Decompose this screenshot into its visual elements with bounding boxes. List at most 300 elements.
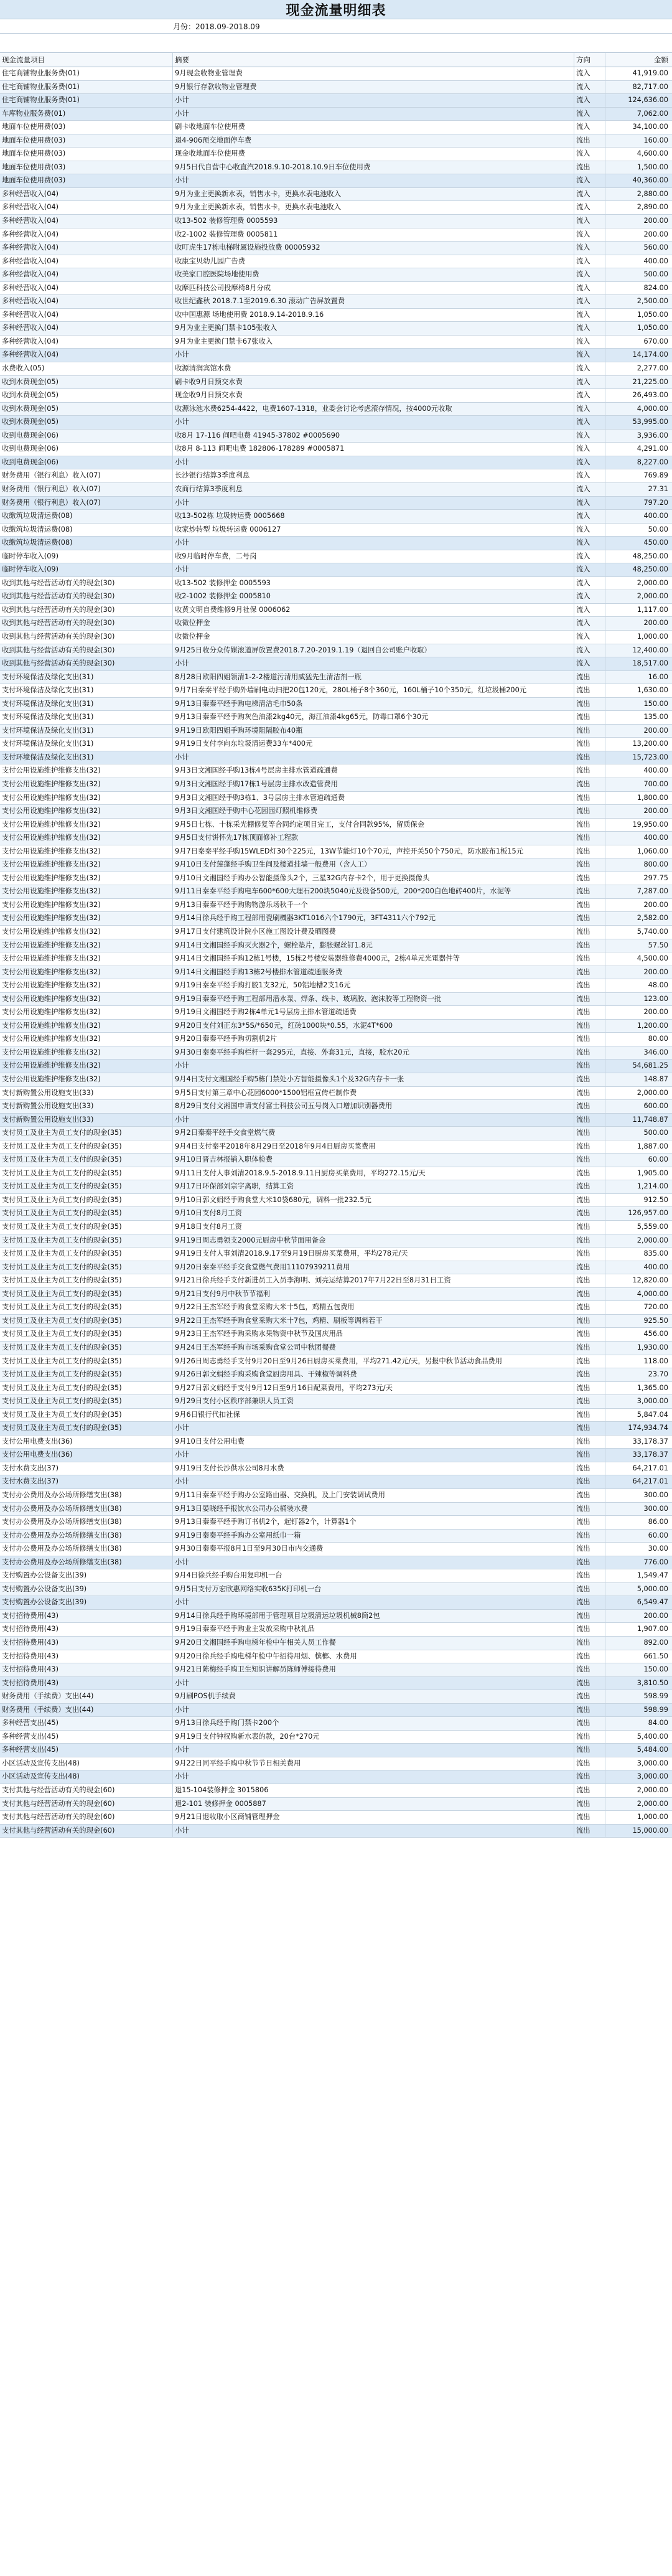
cell-amount: 11,748.87 [632,1115,668,1124]
cell-direction: 流出 [574,1677,605,1690]
cell-amount: 4,600.00 [637,149,668,158]
cell-summary: 刷卡收9月日预交水费 [173,376,574,389]
cell-amount: 2,890.00 [637,203,668,212]
cell-summary: 收源泳池水费6254-4422，电费1607-1318，业委会讨论考虑滚存情况，按4000元收取 [173,403,574,416]
cell-summary: 小计 [173,537,574,550]
cell-direction: 流出 [574,1717,605,1730]
cell-amount: 48,250.00 [632,565,668,574]
table-row [0,952,672,966]
table-row [0,134,672,148]
cell-amount: 57.50 [648,941,668,949]
cell-item: 支付公用设施维护维修支出(32) [0,832,173,845]
cell-item: 支付员工及业主为员工支付的现金(35) [0,1395,173,1408]
cell-direction: 流入 [574,631,605,644]
cell-summary: 9月13日徐兵经手购门禁卡200个 [173,1717,574,1730]
cell-amount: 1,214.00 [637,1182,668,1191]
cell-item: 支付员工及业主为员工支付的现金(35) [0,1261,173,1274]
cell-item: 支付水费支出(37) [0,1475,173,1488]
cell-summary: 9月24日王杰军经手购市场采购食堂公司中秋团餐费 [173,1342,574,1355]
table-row [0,926,672,939]
cell-direction: 流入 [574,443,605,456]
cell-amount: 5,000.00 [637,1584,668,1593]
cell-amount: 4,291.00 [637,444,668,453]
cell-amount: 1,000.00 [637,632,668,641]
cell-direction: 流出 [574,939,605,952]
cell-amount: 456.00 [643,1330,668,1338]
cell-amount: 3,810.50 [637,1678,668,1687]
cell-summary: 小计 [173,349,574,362]
cell-item: 支付办公费用及办公场所修缮支出(38) [0,1516,173,1529]
cell-item: 收到水费现金(05) [0,376,173,389]
cell-item: 支付员工及业主为员工支付的现金(35) [0,1127,173,1140]
cell-item: 收到其他与经营活动有关的现金(30) [0,590,173,603]
cell-direction: 流入 [574,215,605,228]
cell-item: 支付员工及业主为员工支付的现金(35) [0,1422,173,1435]
table-row [0,376,672,390]
cell-amount: 41,919.00 [632,69,668,77]
cell-amount: 23.70 [648,1370,668,1379]
cell-item: 多种经营收入(04) [0,215,173,228]
table-row [0,201,672,215]
cell-summary: 小计 [173,1825,574,1838]
cell-direction: 流出 [574,778,605,791]
cell-direction: 流出 [574,134,605,148]
cell-direction: 流入 [574,67,605,80]
cell-item: 支付公用设施维护维修支出(32) [0,1073,173,1086]
table-row [0,1690,672,1704]
cell-amount: 124,636.00 [628,96,668,105]
cell-direction: 流出 [574,1811,605,1824]
table-row [0,282,672,296]
cell-direction: 流出 [574,1328,605,1341]
cell-direction: 流出 [574,1583,605,1596]
table-row [0,148,672,161]
cell-amount: 6,549.47 [637,1598,668,1607]
cell-amount: 2,500.00 [637,297,668,306]
cell-summary: 9月3日文湘国经手购17栋1号层房主排水改造管费用 [173,778,574,791]
cell-amount: 720.00 [643,1303,668,1312]
cell-summary: 9月为业主更换门禁卡105张收入 [173,322,574,335]
cell-amount: 200.00 [643,217,668,225]
cell-summary: 9月20日徐兵经手购电梯年检中午招待用烟、槟榔、水费用 [173,1650,574,1663]
table-row [0,899,672,913]
cell-amount: 800.00 [643,860,668,869]
cell-amount: 27.31 [648,484,668,493]
table-row [0,469,672,483]
cell-item: 支付员工及业主为员工支付的现金(35) [0,1274,173,1287]
cell-item: 支付招待费用(43) [0,1650,173,1663]
cell-summary: 9月26日郭文娟经手购采购食堂厨房用具、干辣椒等调料费 [173,1368,574,1381]
cell-amount: 82,717.00 [632,82,668,91]
cell-summary: 8月28日欧阳四姐领清1-2-2楼道污清用威猛先生清洁剂一瓶 [173,671,574,684]
cell-item: 收缴筑垃圾清运费(08) [0,510,173,523]
cell-item: 地面车位使用费(03) [0,134,173,148]
table-row [0,1516,672,1530]
cell-amount: 500.00 [643,270,668,279]
cell-amount: 598.99 [643,1705,668,1714]
cell-summary: 收8月 17-116 间吧电费 41945-37802 #0005690 [173,430,574,443]
cell-summary: 9月3日文湘国经手购3栋1、3号层房主排水管道疏通费 [173,792,574,805]
table-row [0,228,672,242]
cell-amount: 33,178.37 [632,1450,668,1459]
cell-direction: 流入 [574,174,605,187]
cell-item: 财务费用（手续费）支出(44) [0,1690,173,1703]
cell-direction: 流出 [574,1409,605,1422]
cell-summary: 9月10日郭文娟经手购食堂大米10袋680元，调料一批232.5元 [173,1194,574,1207]
cell-amount: 160.00 [643,136,668,144]
cell-summary: 9月19日支付钟权购新水表的款，20台*270元 [173,1731,574,1744]
cell-amount: 200.00 [643,807,668,816]
cell-item: 收到电费现金(06) [0,443,173,456]
table-row [0,1342,672,1355]
cell-item: 支付员工及业主为员工支付的现金(35) [0,1409,173,1422]
cell-direction: 流出 [574,1475,605,1488]
cell-item: 支付员工及业主为员工支付的现金(35) [0,1167,173,1180]
cell-summary: 收康宝贝幼儿园广告费 [173,255,574,268]
table-row [0,309,672,322]
cell-summary: 9月30日秦秦平经手购栏杆一套295元，直接、外套31元，直接，胶水20元 [173,1046,574,1060]
cell-direction: 流入 [574,201,605,214]
cell-item: 收到电费现金(06) [0,430,173,443]
cell-amount: 7,062.00 [637,109,668,118]
cell-amount: 21,225.00 [632,377,668,386]
table-row [0,94,672,108]
cell-amount: 80.00 [648,1035,668,1043]
cell-summary: 9月14日徐兵经手购环境部用于管理项目垃圾清运垃圾机械8筒2包 [173,1610,574,1623]
cell-direction: 流出 [574,1395,605,1408]
cell-item: 支付公用设施维护维修支出(32) [0,792,173,805]
cell-amount: 7,287.00 [637,887,668,896]
cell-amount: 1,907.00 [637,1625,668,1634]
cell-item: 地面车位使用费(03) [0,174,173,187]
cell-direction: 流入 [574,389,605,402]
cell-summary: 9月银行存款收物业管理费 [173,81,574,94]
cell-amount: 1,630.00 [637,686,668,695]
cell-amount: 3,000.00 [637,1772,668,1781]
cell-direction: 流入 [574,81,605,94]
cell-summary: 小计 [173,1114,574,1127]
cell-direction: 流出 [574,1355,605,1368]
table-row [0,657,672,671]
cell-direction: 流出 [574,1180,605,1193]
table-row [0,832,672,845]
cell-direction: 流出 [574,751,605,764]
cell-direction: 流入 [574,362,605,375]
cell-item: 收缴筑垃圾清运费(08) [0,524,173,537]
cell-amount: 1,800.00 [637,793,668,802]
cell-item: 支付公用设施维护维修支出(32) [0,926,173,939]
cell-direction: 流出 [574,1221,605,1234]
table-row [0,617,672,631]
cell-direction: 流出 [574,1690,605,1703]
cell-summary: 小计 [173,497,574,510]
cell-amount: 2,000.00 [637,592,668,601]
cell-item: 多种经营收入(04) [0,309,173,322]
cell-item: 支付办公费用及办公场所修缮支出(38) [0,1543,173,1556]
table-row [0,966,672,980]
cell-item: 支付员工及业主为员工支付的现金(35) [0,1342,173,1355]
cell-item: 支付环境保洁及绿化支出(31) [0,751,173,764]
cell-item: 支付员工及业主为员工支付的现金(35) [0,1207,173,1220]
cell-item: 支付员工及业主为员工支付的现金(35) [0,1248,173,1261]
table-row [0,483,672,497]
table-row [0,912,672,926]
table-row [0,764,672,778]
cell-amount: 1,887.00 [637,1142,668,1150]
cell-summary: 9月21日支付9月中秋节节福利 [173,1288,574,1301]
cell-direction: 流入 [574,510,605,523]
cell-direction: 流出 [574,1087,605,1100]
cell-summary: 9月13日秦秦平经手购电梯清洁毛巾50条 [173,698,574,711]
cell-item: 临时停车收入(09) [0,563,173,576]
cell-amount: 48,250.00 [632,552,668,560]
table-row [0,1744,672,1757]
table-row [0,1489,672,1503]
cell-item: 多种经营收入(04) [0,242,173,255]
cell-item: 支付招待费用(43) [0,1623,173,1636]
table-row [0,510,672,524]
cell-amount: 670.00 [643,337,668,346]
cell-item: 支付新购置公用设施支出(33) [0,1100,173,1113]
cell-direction: 流入 [574,657,605,670]
cell-amount: 30.00 [648,1544,668,1553]
cell-summary: 9月5日支付饼怀先17栋顶面修补工程款 [173,832,574,845]
cell-summary: 9月19日秦秦平经手购业主发放采购中秋礼品 [173,1623,574,1636]
cell-amount: 118.00 [643,1356,668,1365]
cell-direction: 流入 [574,336,605,349]
cell-direction: 流出 [574,1744,605,1757]
table-row [0,671,672,685]
cell-summary: 9月20日文湘国经手购电梯年检中午相关人员工作餐 [173,1637,574,1650]
cell-summary: 小计 [173,456,574,469]
column-header-item: 现金流量项目 [0,53,173,67]
cell-summary: 收13-502 装修押金 0005593 [173,577,574,590]
cell-amount: 2,582.00 [637,914,668,923]
cell-summary: 收源清润宾馆水费 [173,362,574,375]
table-row [0,81,672,95]
cell-amount: 5,400.00 [637,1732,668,1741]
cell-summary: 收摩匹科技公司投摩椅8月分成 [173,282,574,295]
cell-summary: 9月20日秦秦平经手交食堂燃气费用11107939211费用 [173,1261,574,1274]
cell-direction: 流出 [574,1436,605,1449]
table-row [0,819,672,832]
cell-direction: 流入 [574,322,605,335]
title-row [0,0,672,19]
cell-item: 多种经营收入(04) [0,295,173,308]
table-row [0,979,672,993]
cell-direction: 流入 [574,228,605,242]
cell-direction: 流入 [574,148,605,161]
cell-item: 支付新购置公用设施支出(33) [0,1087,173,1100]
cell-item: 收到其他与经营活动有关的现金(30) [0,644,173,657]
cell-direction: 流出 [574,1798,605,1811]
cell-item: 支付其他与经营活动有关的现金(60) [0,1798,173,1811]
cell-item: 收到其他与经营活动有关的现金(30) [0,617,173,630]
cell-amount: 500.00 [643,1129,668,1137]
cell-item: 多种经营收入(04) [0,349,173,362]
cell-direction: 流出 [574,1530,605,1543]
cell-amount: 1,000.00 [637,1813,668,1822]
cell-item: 收缴筑垃圾清运费(08) [0,537,173,550]
table-row [0,778,672,792]
table-row [0,1637,672,1650]
cell-amount: 1,050.00 [637,310,668,319]
month-label: 月份：2018.09-2018.09 [173,22,260,31]
table-row [0,858,672,872]
cell-item: 支付招待费用(43) [0,1610,173,1623]
cell-item: 支付办公费用及办公场所修缮支出(38) [0,1530,173,1543]
cell-amount: 126,957.00 [628,1209,668,1218]
table-row [0,362,672,376]
cell-item: 支付公用设施维护维修支出(32) [0,979,173,992]
table-row [0,1811,672,1825]
cell-item: 支付员工及业主为员工支付的现金(35) [0,1140,173,1154]
cell-direction: 流出 [574,1731,605,1744]
cell-summary: 9月13日秦秦平经手购灰色油漆2kg40元，海江油漆4kg65元，防毒口罩6个30元 [173,711,574,724]
cell-summary: 9月14日文湘国经手购12栋1号楼，15栋2号楼安装器维修费4000元，2栋4单元光電器件等 [173,952,574,966]
cell-item: 多种经营收入(04) [0,322,173,335]
cell-amount: 64,217.01 [632,1477,668,1486]
cell-item: 收到其他与经营活动有关的现金(30) [0,631,173,644]
cell-summary: 小计 [173,563,574,576]
table-row [0,443,672,456]
cell-amount: 13,200.00 [632,740,668,748]
table-row [0,268,672,282]
cell-summary: 8月29日支付文湘国申请支付富士科技公司五号岗入口增加识别器费用 [173,1100,574,1113]
cell-item: 多种经营收入(04) [0,201,173,214]
cell-summary: 9月4日支付秦平2018年8月29日至2018年9月4日厨房买菜费用 [173,1140,574,1154]
cell-summary: 9月19日文湘国经手购2栋4单元1号层房主排水管道疏通费 [173,1006,574,1019]
cell-direction: 流入 [574,349,605,362]
cell-amount: 15,000.00 [632,1826,668,1835]
cell-direction: 流出 [574,885,605,898]
table-row [0,939,672,953]
cell-item: 收到电费现金(06) [0,456,173,469]
cell-amount: 3,936.00 [637,431,668,440]
cell-direction: 流出 [574,764,605,778]
cell-summary: 小计 [173,1449,574,1462]
cell-summary: 9月20日秦秦平经手购切割机2片 [173,1033,574,1046]
cell-direction: 流入 [574,604,605,617]
cell-item: 多种经营支出(45) [0,1744,173,1757]
cell-amount: 700.00 [643,779,668,788]
cell-item: 财务费用（银行利息）收入(07) [0,469,173,482]
table-row [0,1355,672,1369]
table-row [0,416,672,430]
cell-direction: 流入 [574,242,605,255]
cell-amount: 8,227.00 [637,458,668,466]
cell-direction: 流出 [574,1382,605,1395]
cell-item: 临时停车收入(09) [0,550,173,563]
cell-summary: 9月11日秦秦平经手购办公室路由器、交换机，及上门安装调试费用 [173,1489,574,1502]
cell-amount: 174,934.74 [628,1424,668,1432]
cell-item: 支付环境保洁及绿化支出(31) [0,738,173,751]
cell-item: 支付公用设施维护维修支出(32) [0,899,173,912]
table-row [0,1556,672,1570]
cell-amount: 1,930.00 [637,1343,668,1351]
table-row [0,1100,672,1114]
cell-item: 支付新购置公用设施支出(33) [0,1114,173,1127]
cell-amount: 5,484.00 [637,1746,668,1754]
cell-item: 支付办公费用及办公场所修缮支出(38) [0,1556,173,1569]
cell-item: 住宅商铺物业服务费(01) [0,94,173,107]
cell-direction: 流出 [574,1623,605,1636]
cell-amount: 4,000.00 [637,404,668,413]
cell-amount: 123.00 [643,994,668,1003]
cell-item: 支付员工及业主为员工支付的现金(35) [0,1234,173,1248]
table-row [0,872,672,886]
table-row [0,1087,672,1101]
cell-summary: 9月10日文湘国经手购办公智能摄像头2个，三星32G内存卡2个，用于更换摄像头 [173,872,574,885]
cell-summary: 小计 [173,1704,574,1717]
table-row [0,805,672,819]
cell-direction: 流出 [574,1489,605,1502]
cell-summary: 9月14日徐兵经手购工程部用瓷刷機器3KT1016六个1790元，3FT4311六个792元 [173,912,574,925]
cell-item: 支付公用设施维护维修支出(32) [0,858,173,872]
table-row [0,1248,672,1261]
cell-item: 支付公用设施维护维修支出(32) [0,966,173,979]
cell-summary: 小计 [173,1677,574,1690]
cell-item: 支付环境保洁及绿化支出(31) [0,711,173,724]
cell-item: 支付购置办公设备支出(39) [0,1583,173,1596]
cell-direction: 流入 [574,188,605,201]
cell-summary: 收2-1002 装修押金 0005810 [173,590,574,603]
cell-direction: 流出 [574,952,605,966]
cell-amount: 769.89 [643,471,668,480]
cell-amount: 86.00 [648,1518,668,1526]
table-row [0,550,672,564]
cell-direction: 流出 [574,1274,605,1287]
cell-item: 小区活动及宣传支出(48) [0,1757,173,1770]
cell-direction: 流出 [574,1757,605,1770]
table-row [0,1020,672,1033]
column-header-summary: 摘要 [173,53,574,67]
cell-summary: 9月7日秦秦平经手购外墙刷电动扫把20包120元，280L桶子8个360元，160L桶子10个350元，红垃圾桶200元 [173,684,574,697]
cell-item: 支付招待费用(43) [0,1677,173,1690]
cell-item: 支付水费支出(37) [0,1462,173,1475]
cell-direction: 流出 [574,1006,605,1019]
cell-item: 财务费用（手续费）支出(44) [0,1704,173,1717]
cell-item: 支付员工及业主为员工支付的现金(35) [0,1315,173,1328]
cell-amount: 14,174.00 [632,350,668,359]
cell-item: 支付公用设施维护维修支出(32) [0,778,173,791]
cell-direction: 流出 [574,711,605,724]
table-row [0,242,672,255]
cell-item: 支付员工及业主为员工支付的现金(35) [0,1288,173,1301]
table-row [0,121,672,134]
cell-amount: 26,493.00 [632,391,668,400]
table-row [0,1046,672,1060]
cell-item: 水费收入(05) [0,362,173,375]
cell-direction: 流出 [574,1154,605,1167]
table-row [0,1462,672,1476]
cell-amount: 5,847.04 [637,1410,668,1419]
cell-amount: 912.50 [643,1195,668,1204]
cell-summary: 9月19日秦秦平经手购办公室用纸巾一箱 [173,1530,574,1543]
cell-item: 支付招待费用(43) [0,1637,173,1650]
cell-summary: 9月13日秦秦平经手购订书机2个，起钉器2个，计算器1个 [173,1516,574,1529]
cell-summary: 收9月临时停车费，二号岗 [173,550,574,563]
cell-direction: 流出 [574,1140,605,1154]
cell-summary: 退4-906预交地面停车费 [173,134,574,148]
cell-direction: 流出 [574,1569,605,1582]
table-row [0,174,672,188]
table-row [0,108,672,121]
cell-item: 支付员工及业主为员工支付的现金(35) [0,1180,173,1193]
cell-item: 支付公用设施维护维修支出(32) [0,845,173,858]
cell-summary: 长沙银行结算3季度利息 [173,469,574,482]
cell-item: 支付员工及业主为员工支付的现金(35) [0,1154,173,1167]
